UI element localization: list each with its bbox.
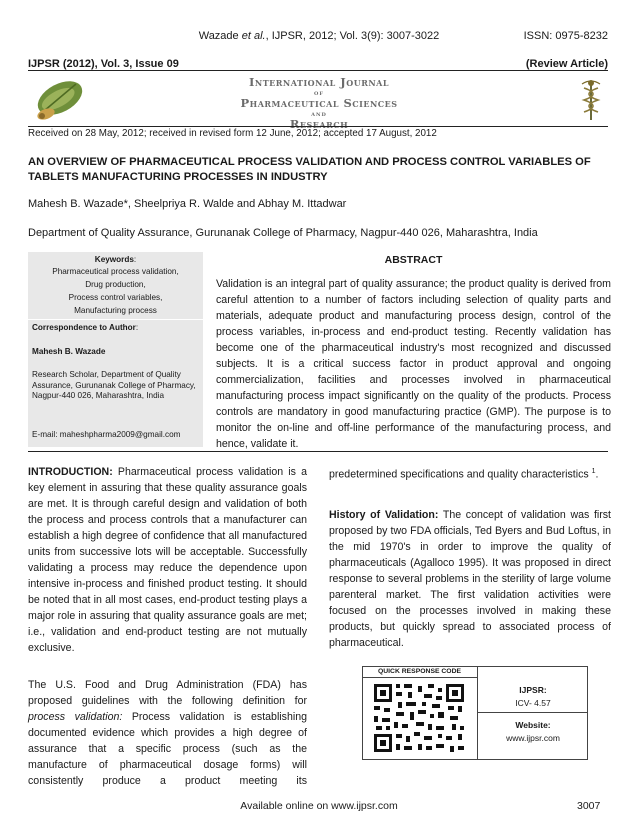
- running-header-ref: , IJPSR, 2012; Vol. 3(9): 3007-3022: [265, 30, 440, 42]
- continued-text: predetermined specifications and quality characteristics: [329, 468, 592, 481]
- qr-journal-label: IJPSR:: [519, 685, 547, 695]
- leaf-logo-icon: [30, 76, 86, 124]
- keyword-item: Drug production,: [85, 280, 146, 289]
- article-title: AN OVERVIEW OF PHARMACEUTICAL PROCESS VALIDATION AND PROCESS CONTROL VARIABLES OF TABLETS MANUFACTURING PROCESSES IN INDUSTRY: [28, 156, 591, 183]
- correspondence-email: E-mail: maheshpharma2009@gmail.com: [32, 430, 181, 439]
- page-number: 3007: [577, 800, 601, 812]
- continued-text-end: .: [595, 468, 599, 481]
- correspondence-address: Research Scholar, Department of Quality Assurance, Gurunanak College of Pharmacy, Nagpur-440 026, Maharashtra, India: [32, 370, 196, 400]
- qr-icv-value: ICV- 4.57: [515, 698, 551, 708]
- history-text: The concept of validation was first proposed by two FDA officials, Ted Byers and Bud Loftus, in the mid 1970's in order to improve the quality of pharmaceuticals (Agalloco 1995). It was proposed in direct response to several problems in the sterility of large volume parenteral market. The first validation activities were focused on the processes involved in making these products, but quickly spread to associated process of pharmaceutical.: [329, 509, 612, 649]
- qr-code-icon[interactable]: [372, 682, 466, 754]
- abstract-text: Validation is an integral part of quality assurance; the product quality is derived from careful attention to a number of factors including selection of quality parts and materials, adequate product and manufacturing process design, control of the process variables, in-process and end-product testing. Recently validation has become one of the pharmaceutical industry's most recognized and discussed subjects. It is a critical success factor in product approval and ongoing commercialization, facilities and processes involved in pharmaceutical manufacturing process impact significantly on the quality of the products. Process controls are mandatory in good manufacturing practice (GMP). The purpose is to monitor the on-line and off-line performance of the manufacturing process, and hence, validate it.: [216, 278, 611, 450]
- correspondence-author-name: Mahesh B. Wazade: [32, 347, 106, 356]
- correspondence-label: [32, 323, 138, 332]
- qr-website-label: Website:: [515, 720, 551, 730]
- qr-heading: QUICK RESPONSE CODE: [377, 668, 462, 675]
- info-box-separator: [28, 319, 203, 320]
- author-affiliation: Department of Quality Assurance, Gurunanak College of Pharmacy, Nagpur-440 026, Maharashtra, India: [28, 227, 538, 239]
- keyword-item: Pharmaceutical process validation,: [52, 267, 179, 276]
- fda-paragraph: [28, 677, 307, 789]
- qr-horizontal-separator: [477, 712, 587, 713]
- qr-vertical-separator: [477, 667, 478, 759]
- history-label: History of Validation:: [329, 509, 439, 521]
- header-rule-top: [28, 70, 608, 71]
- keyword-item: Process control variables,: [68, 293, 163, 302]
- banner-line-research: Research: [289, 117, 349, 131]
- author-list: Mahesh B. Wazade*, Sheelpriya R. Walde and Abhay M. Ittadwar: [28, 198, 347, 210]
- running-header-author: Wazade: [198, 30, 242, 42]
- introduction-label: INTRODUCTION:: [28, 466, 113, 478]
- abstract-heading: ABSTRACT: [384, 254, 443, 266]
- continued-paragraph: [329, 464, 611, 483]
- keywords-label: [28, 255, 203, 264]
- journal-banner-title: [190, 76, 448, 131]
- correspondence-label-text: Correspondence to Author: [32, 323, 136, 332]
- keywords-label-colon: :: [133, 255, 137, 264]
- fda-text-start: The U.S. Food and Drug Administration (FDA) has proposed guidelines with the following definition for: [28, 679, 307, 707]
- fda-italic-term: process validation:: [28, 711, 123, 723]
- journal-volume-issue: IJPSR (2012), Vol. 3, Issue 09: [28, 58, 179, 70]
- keyword-item: Manufacturing process: [74, 306, 157, 315]
- running-header-issn: ISSN: 0975-8232: [523, 30, 608, 42]
- footer-availability: Available online on www.ijpsr.com: [240, 800, 398, 812]
- qr-heading-separator: [363, 677, 477, 678]
- fda-text-end: Process validation is establishing documented evidence which provides a high degree of assurance that a specific process (such as the manufacture of pharmaceutical dosage forms) will consistently produce a product meeting its: [28, 711, 307, 787]
- qr-website-link[interactable]: www.ijpsr.com: [506, 733, 560, 743]
- running-header-et-al: et al.: [241, 30, 266, 42]
- banner-line-of: of: [314, 88, 324, 97]
- keywords-label-text: Keywords: [94, 255, 134, 264]
- section-rule: [28, 451, 608, 452]
- correspondence-label-colon: :: [135, 323, 139, 332]
- introduction-paragraph: [28, 464, 307, 656]
- reference-marker: 1: [591, 468, 596, 475]
- article-type: (Review Article): [525, 58, 608, 70]
- banner-line-international-journal: International Journal: [249, 75, 389, 89]
- header-rule-bottom: [28, 126, 608, 127]
- received-dates: Received on 28 May, 2012; received in revised form 12 June, 2012; accepted 17 August, 2012: [28, 128, 437, 139]
- banner-line-pharmaceutical-sciences: Pharmaceutical Sciences: [240, 96, 398, 110]
- caduceus-icon: [578, 78, 604, 122]
- introduction-text: Pharmaceutical process validation is a key element in assuring that these quality assurance goals are met. It is through careful design and validation of both the process and process controls that a manufacturer can establish a high degree of confidence that all manufactured units from successive lots will be acceptable. Successfully validating a process may reduce the dependence upon intensive in-process and finished product testing. It should be noted that in all most cases, end-product testing plays a major role in assuring that quality assurance goals are met; i.e., validation and end-product testing are not mutually exclusive.: [28, 466, 307, 654]
- banner-line-and: and: [311, 109, 327, 118]
- history-paragraph: [329, 507, 611, 651]
